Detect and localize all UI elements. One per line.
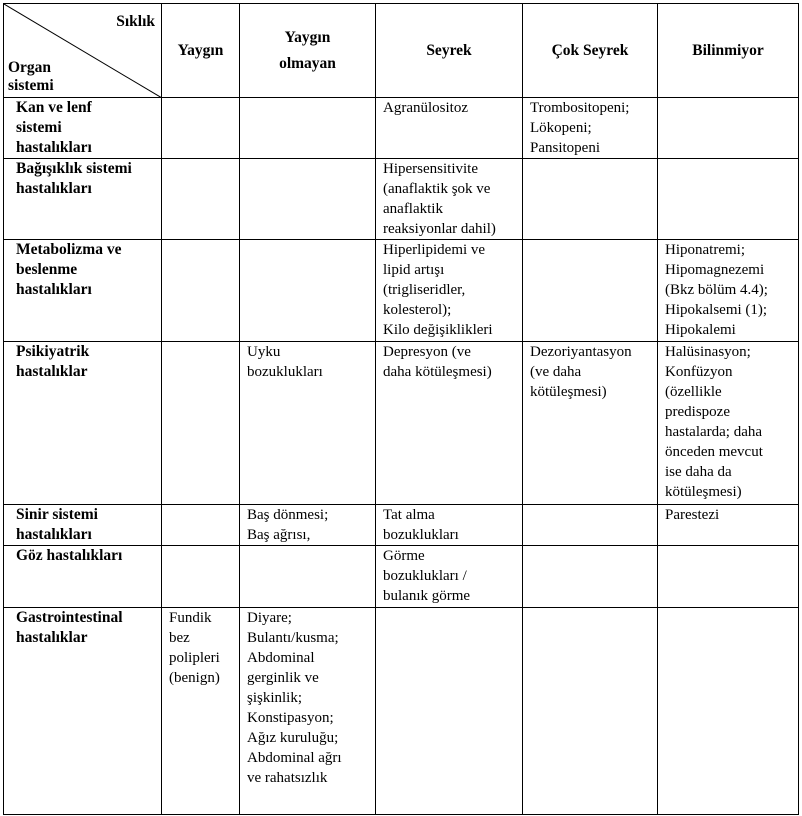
column-header-uncommon: Yaygın olmayan: [240, 4, 376, 98]
table-cell: Trombositopeni; Lökopeni; Pansitopeni: [523, 98, 658, 159]
header-corner-cell: [4, 4, 162, 98]
table-row: [4, 159, 799, 240]
table-cell: [376, 608, 523, 815]
table-row: [4, 505, 799, 546]
organ-system-label: Organ sistemi: [8, 59, 54, 94]
table-cell: Hipersensitivite (anaflaktik şok ve anaflaktik reaksiyonlar dahil): [376, 159, 523, 240]
frequency-label: Sıklık: [116, 13, 155, 30]
table-cell: [162, 546, 240, 608]
organ-system-cell: Bağışıklık sistemi hastalıkları: [4, 159, 162, 240]
table-cell: [240, 546, 376, 608]
table-cell: Görme bozuklukları / bulanık görme: [376, 546, 523, 608]
table-cell: [240, 240, 376, 342]
table-row: [4, 608, 799, 815]
column-header-rare: Seyrek: [376, 4, 523, 98]
table-cell: [658, 98, 799, 159]
table-row: [4, 342, 799, 505]
organ-system-cell: Göz hastalıkları: [4, 546, 162, 608]
table-cell: Tat alma bozuklukları: [376, 505, 523, 546]
table-cell: Parestezi: [658, 505, 799, 546]
table-cell: Hiperlipidemi ve lipid artışı (trigliseridler, kolesterol); Kilo değişiklikleri: [376, 240, 523, 342]
organ-system-cell: Kan ve lenf sistemi hastalıkları: [4, 98, 162, 159]
organ-system-cell: Psikiyatrik hastalıklar: [4, 342, 162, 505]
table-cell: [523, 608, 658, 815]
column-header-very-rare: Çok Seyrek: [523, 4, 658, 98]
table-cell: [240, 98, 376, 159]
table-row: [4, 98, 799, 159]
table-cell: [523, 240, 658, 342]
table-row: [4, 240, 799, 342]
table-cell: [523, 505, 658, 546]
table-cell: Halüsinasyon; Konfüzyon (özellikle predispoze hastalarda; daha önceden mevcut ise daha da kötüleşmesi): [658, 342, 799, 505]
table-cell: [658, 546, 799, 608]
table-row: [4, 546, 799, 608]
header-row: [4, 4, 799, 98]
table-cell: [240, 159, 376, 240]
table-cell: Uyku bozuklukları: [240, 342, 376, 505]
column-header-unknown: Bilinmiyor: [658, 4, 799, 98]
column-header-common: Yaygın: [162, 4, 240, 98]
table-cell: Diyare; Bulantı/kusma; Abdominal gerginlik ve şişkinlik; Konstipasyon; Ağız kuruluğu; Abdominal ağrı ve rahatsızlık: [240, 608, 376, 815]
adverse-reactions-table: [3, 3, 799, 815]
table-cell: [162, 240, 240, 342]
organ-system-cell: Metabolizma ve beslenme hastalıkları: [4, 240, 162, 342]
organ-system-cell: Sinir sistemi hastalıkları: [4, 505, 162, 546]
table-cell: [523, 546, 658, 608]
table-cell: [658, 159, 799, 240]
table-cell: [658, 608, 799, 815]
table-cell: Fundik bez polipleri (benign): [162, 608, 240, 815]
table-cell: [162, 342, 240, 505]
table-cell: [162, 98, 240, 159]
table-cell: Hiponatremi; Hipomagnezemi (Bkz bölüm 4.4); Hipokalsemi (1); Hipokalemi: [658, 240, 799, 342]
table-cell: [162, 159, 240, 240]
table-cell: [162, 505, 240, 546]
organ-system-cell: Gastrointestinal hastalıklar: [4, 608, 162, 815]
table-cell: Depresyon (ve daha kötüleşmesi): [376, 342, 523, 505]
table-cell: Dezoriyantasyon (ve daha kötüleşmesi): [523, 342, 658, 505]
table-cell: Baş dönmesi; Baş ağrısı,: [240, 505, 376, 546]
table-cell: Agranülositoz: [376, 98, 523, 159]
table-cell: [523, 159, 658, 240]
